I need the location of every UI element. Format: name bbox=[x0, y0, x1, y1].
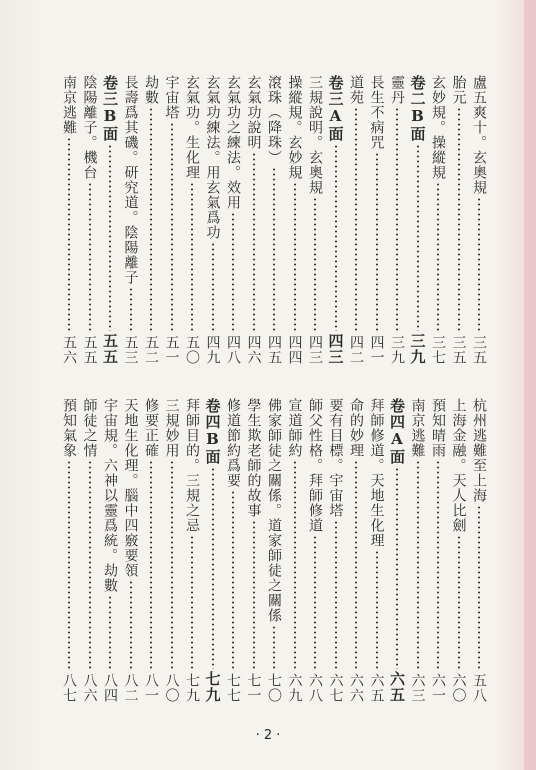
toc-entry-page: 八一 bbox=[143, 673, 159, 703]
toc-entry bbox=[81, 398, 99, 703]
toc-entry-page: 五三 bbox=[122, 335, 139, 365]
toc-entry-title: 天地生化理。腦中四竅要領 bbox=[122, 398, 139, 578]
toc-entry-page: 五五 bbox=[81, 335, 98, 365]
toc-entry-title: 靈丹 bbox=[389, 75, 405, 105]
toc-entry-title: 預知晴雨 bbox=[430, 398, 446, 458]
toc-entry-title: 拜師目的。三規之忌 bbox=[184, 398, 200, 533]
toc-entry-page: 六七 bbox=[327, 673, 344, 703]
toc-entry-title: 玄妙規。操縱規 bbox=[430, 75, 446, 180]
toc-entry bbox=[224, 398, 242, 703]
toc-entry-title: 三規說明。玄奧規 bbox=[307, 75, 323, 195]
toc-entry bbox=[245, 75, 263, 365]
toc-entry-title: 南京逃難 bbox=[61, 75, 77, 135]
dot-leader bbox=[101, 595, 119, 671]
dot-leader bbox=[409, 144, 427, 331]
dot-leader bbox=[347, 107, 365, 333]
dot-leader bbox=[470, 505, 488, 671]
toc-entry-title: 卷二B面 bbox=[408, 75, 427, 142]
dot-leader bbox=[327, 520, 345, 671]
dot-leader bbox=[183, 535, 201, 671]
dot-leader bbox=[163, 122, 181, 333]
toc-entry-title: 杭州逃難至上海 bbox=[471, 398, 487, 503]
toc-entry-page: 七七 bbox=[225, 673, 241, 703]
toc-entry-title: 師父性格。拜師修道 bbox=[307, 398, 323, 533]
toc-volume-heading bbox=[388, 398, 406, 703]
toc-entry-title: 操縱規。玄妙規 bbox=[286, 75, 303, 180]
toc-entry bbox=[224, 75, 242, 365]
toc-entry-title: 上海金融。天人比劍 bbox=[450, 398, 467, 533]
toc-entry-title: 學生欺老師的故事 bbox=[245, 398, 262, 518]
dot-leader bbox=[306, 535, 324, 671]
dot-leader bbox=[450, 535, 468, 671]
dot-leader bbox=[60, 137, 78, 333]
toc-volume-heading bbox=[101, 75, 119, 365]
dot-leader bbox=[224, 490, 242, 671]
toc-entry bbox=[60, 75, 78, 365]
toc-entry-title: 佛家師徒之關係。道家師徒之關係 bbox=[266, 398, 282, 623]
toc-volume-heading bbox=[409, 75, 427, 365]
dot-leader bbox=[409, 460, 427, 671]
dot-leader bbox=[429, 182, 447, 333]
toc-volume-heading bbox=[327, 75, 345, 365]
toc-entry-page: 四五 bbox=[266, 335, 282, 365]
page-number: · 2 · bbox=[255, 728, 281, 743]
dot-leader bbox=[245, 152, 263, 333]
toc-entry bbox=[470, 398, 488, 703]
toc-entry-title: 宇宙塔 bbox=[163, 75, 180, 120]
dot-leader bbox=[183, 182, 201, 333]
dot-leader bbox=[388, 107, 406, 333]
toc-entry-title: 胎元 bbox=[450, 75, 467, 105]
toc-entry-title: 道苑 bbox=[348, 75, 364, 105]
dot-leader bbox=[163, 460, 181, 671]
toc-entry-title: 卷三B面 bbox=[101, 75, 119, 142]
toc-entry bbox=[450, 398, 468, 703]
toc-entry-page: 三五 bbox=[471, 335, 487, 365]
toc-entry bbox=[470, 75, 488, 365]
toc-entry-title: 卷四B面 bbox=[203, 398, 222, 465]
toc-entry-page: 三五 bbox=[450, 335, 467, 365]
toc-entry-page: 三九 bbox=[389, 335, 405, 365]
toc-entry bbox=[286, 398, 304, 703]
toc-entry-page: 七九 bbox=[184, 673, 200, 703]
toc-entry-title: 長生不病咒 bbox=[368, 75, 385, 150]
toc-entry bbox=[306, 398, 324, 703]
dot-leader bbox=[286, 182, 304, 333]
toc-entry-title: 劫數 bbox=[143, 75, 159, 105]
toc-entry-title: 陰陽離子。機台 bbox=[81, 75, 98, 180]
toc-entry-page: 五六 bbox=[61, 335, 77, 365]
dot-leader bbox=[122, 287, 140, 333]
dot-leader bbox=[368, 152, 386, 333]
toc-entry bbox=[409, 398, 427, 703]
toc-entry-page: 四八 bbox=[225, 335, 241, 365]
dot-leader bbox=[265, 625, 283, 671]
toc-entry bbox=[368, 398, 386, 703]
toc-entry-page: 六六 bbox=[348, 673, 364, 703]
toc-entry-title: 預知氣象 bbox=[61, 398, 77, 458]
toc-entry bbox=[142, 398, 160, 703]
toc-entry-title: 卷三A面 bbox=[326, 75, 345, 142]
toc-entry bbox=[122, 398, 140, 703]
toc-entry-page: 四三 bbox=[326, 333, 345, 365]
toc-entry bbox=[450, 75, 468, 365]
toc-entry-page: 三九 bbox=[408, 333, 427, 365]
dot-leader bbox=[388, 467, 406, 669]
toc-volume-heading bbox=[204, 398, 222, 703]
toc-entry-title: 盧五爽十。玄奧規 bbox=[471, 75, 487, 195]
toc-entry-page: 四六 bbox=[245, 335, 262, 365]
dot-leader bbox=[450, 107, 468, 333]
toc-entry-title: 三規妙用 bbox=[163, 398, 180, 458]
dot-leader bbox=[101, 144, 119, 331]
dot-leader bbox=[122, 580, 140, 671]
toc-entry-page: 五一 bbox=[163, 335, 180, 365]
toc-entry-title: 玄氣功說明 bbox=[245, 75, 262, 150]
toc-entry-page: 七九 bbox=[203, 671, 222, 703]
dot-leader bbox=[368, 550, 386, 671]
toc-entry bbox=[163, 398, 181, 703]
toc-entry-page: 六一 bbox=[430, 673, 446, 703]
toc-entry-page: 六五 bbox=[388, 671, 406, 703]
toc-entry-page: 三七 bbox=[430, 335, 446, 365]
toc-entry-page: 七一 bbox=[245, 673, 262, 703]
toc-entry-title: 玄氣功。生化理 bbox=[184, 75, 200, 180]
toc-entry-page: 四四 bbox=[286, 335, 303, 365]
dot-leader bbox=[265, 167, 283, 333]
toc-entry bbox=[163, 75, 181, 365]
dot-leader bbox=[81, 182, 99, 333]
dot-leader bbox=[81, 460, 99, 671]
toc-entry-title: 玄氣功練法。用玄氣爲功 bbox=[204, 75, 221, 240]
toc-entry-page: 八六 bbox=[81, 673, 98, 703]
toc-entry bbox=[183, 398, 201, 703]
toc-entry-page: 五五 bbox=[101, 333, 119, 365]
toc-entry bbox=[327, 398, 345, 703]
toc-entry bbox=[429, 75, 447, 365]
toc-entry bbox=[142, 75, 160, 365]
toc-entry-page: 五〇 bbox=[184, 335, 200, 365]
toc-entry-title: 命的妙理 bbox=[348, 398, 364, 458]
toc-entry-title: 修要正確 bbox=[143, 398, 159, 458]
dot-leader bbox=[60, 460, 78, 671]
toc-entry-title: 修道節約爲要 bbox=[225, 398, 241, 488]
dot-leader bbox=[204, 467, 222, 669]
toc-entry-title: 南京逃難 bbox=[409, 398, 426, 458]
toc-entry bbox=[245, 398, 263, 703]
dot-leader bbox=[245, 520, 263, 671]
dot-leader bbox=[327, 144, 345, 331]
dot-leader bbox=[204, 242, 222, 333]
dot-leader bbox=[306, 197, 324, 333]
toc-entry bbox=[265, 75, 283, 365]
toc-entry-title: 卷四A面 bbox=[388, 398, 406, 465]
toc-entry-page: 八七 bbox=[61, 673, 77, 703]
toc-entry-page: 五八 bbox=[471, 673, 487, 703]
dot-leader bbox=[142, 107, 160, 333]
toc-entry bbox=[204, 75, 222, 365]
toc-entry bbox=[347, 75, 365, 365]
toc-entry bbox=[429, 398, 447, 703]
toc-entry-page: 七〇 bbox=[266, 673, 282, 703]
toc-entry-page: 六九 bbox=[286, 673, 303, 703]
binding-edge bbox=[524, 0, 536, 770]
dot-leader bbox=[286, 460, 304, 671]
toc-entry bbox=[388, 75, 406, 365]
dot-leader bbox=[224, 212, 242, 333]
toc-entry-page: 八二 bbox=[122, 673, 139, 703]
toc-entry bbox=[60, 398, 78, 703]
toc-entry bbox=[101, 398, 119, 703]
dot-leader bbox=[142, 460, 160, 671]
toc-entry-title: 滾珠（降珠） bbox=[266, 75, 282, 165]
toc-entry-page: 五二 bbox=[143, 335, 159, 365]
toc-entry bbox=[306, 75, 324, 365]
toc-entry-page: 六八 bbox=[307, 673, 323, 703]
toc-entry-page: 四二 bbox=[348, 335, 364, 365]
toc-entry-page: 八四 bbox=[102, 673, 118, 703]
toc-entry-title: 拜師修道。天地生化理 bbox=[368, 398, 385, 548]
toc-entry-page: 八〇 bbox=[163, 673, 180, 703]
toc-entry-title: 宣道師約 bbox=[286, 398, 303, 458]
toc-entry-page: 六五 bbox=[368, 673, 385, 703]
toc-entry bbox=[122, 75, 140, 365]
toc-entry-title: 長壽爲其磯。研究道。陰陽離子 bbox=[122, 75, 139, 285]
toc-entry-page: 六〇 bbox=[450, 673, 467, 703]
dot-leader bbox=[347, 460, 365, 671]
toc-entry-page: 四九 bbox=[204, 335, 221, 365]
toc-entry-page: 四一 bbox=[368, 335, 385, 365]
toc-entry-title: 師徒之情 bbox=[81, 398, 98, 458]
toc-entry bbox=[286, 75, 304, 365]
toc-entry bbox=[81, 75, 99, 365]
dot-leader bbox=[429, 460, 447, 671]
toc-entry bbox=[347, 398, 365, 703]
toc-entry bbox=[183, 75, 201, 365]
toc-entry-title: 玄氣功之練法。效用 bbox=[225, 75, 241, 210]
toc-entry bbox=[265, 398, 283, 703]
toc-entry-page: 四三 bbox=[307, 335, 323, 365]
toc-entry-title: 要有目標。宇宙塔 bbox=[327, 398, 344, 518]
dot-leader bbox=[470, 197, 488, 333]
toc-entry bbox=[368, 75, 386, 365]
toc-entry-page: 六三 bbox=[409, 673, 426, 703]
toc-entry-title: 宇宙規。六神以靈爲統。劫數 bbox=[102, 398, 118, 593]
